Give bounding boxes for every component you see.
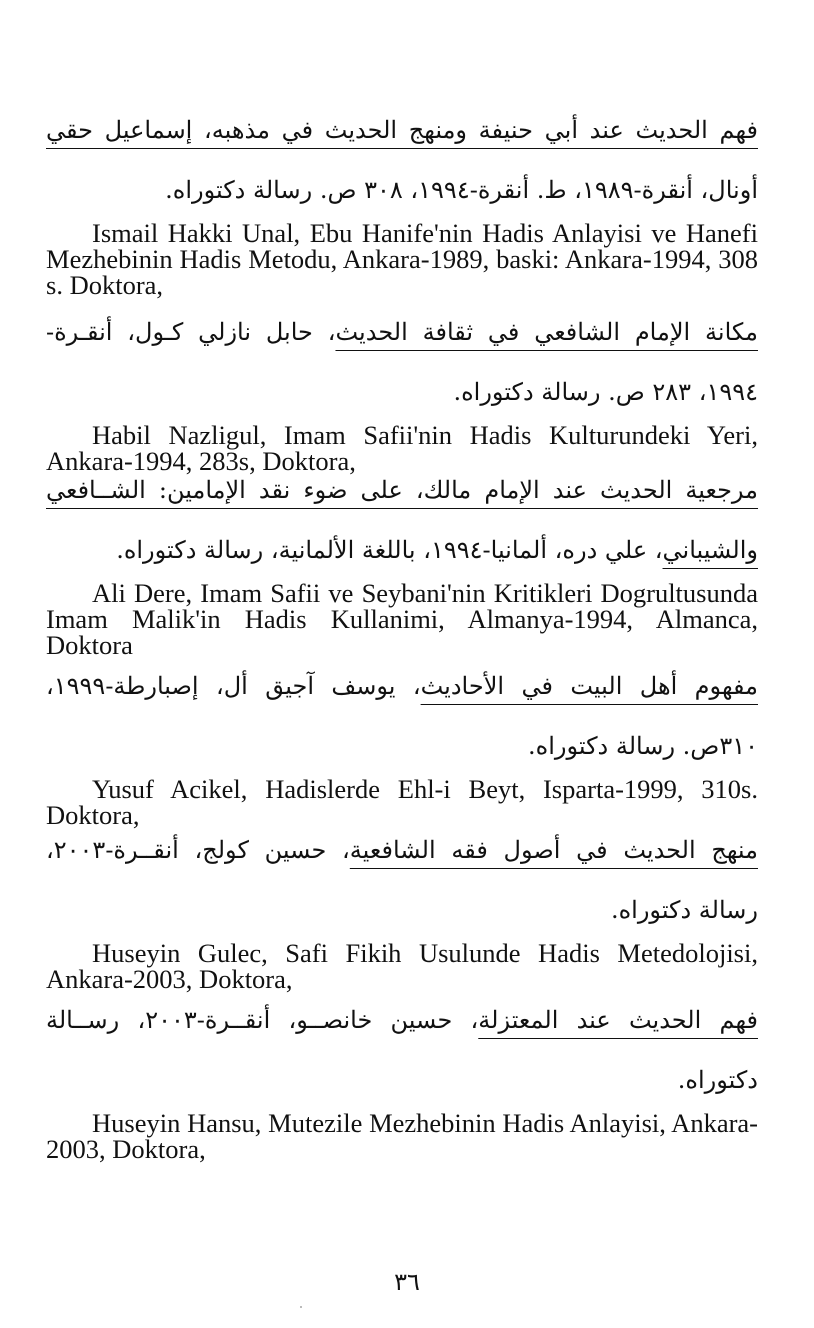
arabic-title-end: والشيباني — [662, 536, 758, 564]
arabic-citation — [46, 100, 758, 220]
turkish-citation: Huseyin Gulec, Safi Fikih Usulunde Hadis Metedolojisi, Ankara-2003, Doktora, — [46, 938, 758, 994]
arabic-citation — [46, 990, 758, 1110]
arabic-details-line: أونال، أنقرة-١٩٨٩، ط. أنقرة-١٩٩٤، ٣٠٨ ص. رسالة دكتوراه. — [165, 176, 758, 204]
arabic-author: ، حابل نازلي كـول، أنقـرة- — [46, 318, 336, 346]
bibliography-entry — [46, 820, 758, 992]
arabic-author: ، حسين كولج، أنقــرة-٢٠٠٣، — [46, 836, 350, 864]
arabic-citation — [46, 302, 758, 422]
arabic-title: منهج الحديث في أصول فقه الشافعية — [349, 836, 758, 864]
arabic-details-line: ١٩٩٤، ٢٨٣ ص. رسالة دكتوراه. — [453, 378, 758, 406]
arabic-title: مكانة الإمام الشافعي في ثقافة الحديث — [335, 318, 758, 346]
arabic-title: فهم الحديث عند المعتزلة — [478, 1006, 758, 1034]
turkish-citation: Huseyin Hansu, Mutezile Mezhebinin Hadis Anlayisi, Ankara-2003, Doktora, — [46, 1108, 758, 1164]
bibliography-entry — [46, 460, 758, 658]
arabic-title-line: مرجعية الحديث عند الإمام مالك، على ضوء نقد الإمامين: الشــافعي — [46, 476, 759, 504]
turkish-citation: Yusuf Acikel, Hadislerde Ehl-i Beyt, Isparta-1999, 310s. Doktora, — [46, 774, 758, 830]
page-number: ٣٦ — [394, 1268, 420, 1296]
bibliography-entry — [46, 100, 758, 298]
turkish-citation: Ali Dere, Imam Safii ve Seybani'nin Kritikleri Dogrultusunda Imam Malik'in Hadis Kullanimi, Almanya-1994, Almanca, Doktora — [46, 578, 758, 660]
arabic-citation — [46, 460, 758, 580]
scan-speck — [300, 1306, 302, 1308]
arabic-title-line: فهم الحديث عند أبي حنيفة ومنهج الحديث في مذهبه، إسماعيل حقي — [46, 116, 758, 144]
arabic-details-line: رسالة دكتوراه. — [610, 896, 758, 924]
turkish-citation: Habil Nazligul, Imam Safii'nin Hadis Kulturundeki Yeri, Ankara-1994, 283s, Doktora, — [46, 420, 758, 476]
arabic-citation — [46, 820, 758, 940]
turkish-citation: Ismail Hakki Unal, Ebu Hanife'nin Hadis Anlayisi ve Hanefi Mezhebinin Hadis Metodu, Ankara-1989, baski: Ankara-1994, 308 s. Doktora, — [46, 218, 758, 300]
arabic-title: مفهوم أهل البيت في الأحاديث — [420, 672, 758, 700]
arabic-details-line: دكتوراه. — [677, 1066, 758, 1094]
arabic-author: ، يوسف آجيق أل، إصبارطة-١٩٩٩، — [46, 672, 421, 700]
arabic-details-line: ٣١٠ص. رسالة دكتوراه. — [528, 732, 758, 760]
bibliography-entry — [46, 990, 758, 1162]
bibliography-entry — [46, 302, 758, 474]
bibliography-entry — [46, 656, 758, 828]
arabic-citation — [46, 656, 758, 776]
arabic-author: ، حسين خانصــو، أنقــرة-٢٠٠٣، رســالة — [46, 1006, 479, 1034]
arabic-details: ، علي دره، ألمانيا-١٩٩٤، باللغة الألمانية، رسالة دكتوراه. — [116, 536, 663, 564]
